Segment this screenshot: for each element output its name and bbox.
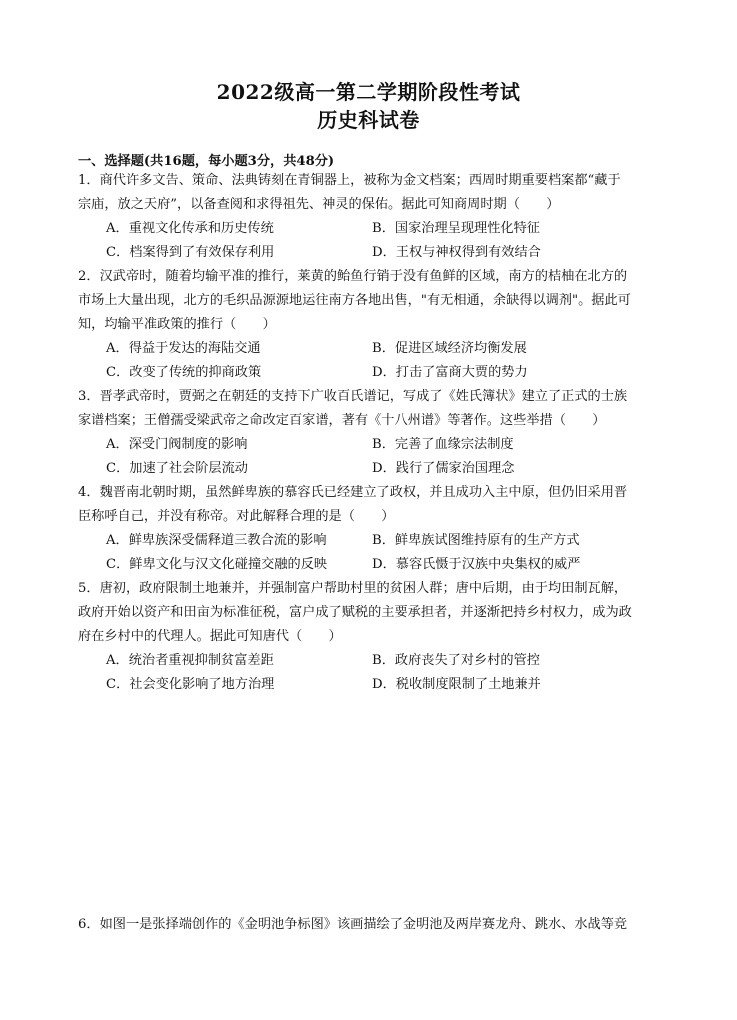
q2-option-a: A．得益于发达的海陆交通 — [106, 341, 261, 356]
q3-option-b: B．完善了血缘宗法制度 — [372, 437, 514, 452]
q4-option-a: A．鲜卑族深受儒释道三教合流的影响 — [106, 533, 327, 548]
q4-option-b: B．鲜卑族试图维持原有的生产方式 — [372, 533, 580, 548]
q5-line-1: 5．唐初，政府限制土地兼并，并强制富户帮助村里的贫困人群；唐中后期，由于均田制瓦解， — [78, 581, 628, 596]
q1-line-1: 1．商代许多文告、策命、法典铸刻在青铜器上，被称为金文档案；西周时期重要档案都“藏于 — [78, 173, 621, 188]
q3-option-a: A．深受门阀制度的影响 — [106, 437, 248, 452]
q3-line-1: 3．晋孝武帝时，贾弼之在朝廷的支持下广收百氏谱记，写成了《姓氏簿状》建立了正式的士族 — [78, 389, 628, 404]
q2-option-b: B．促进区域经济均衡发展 — [372, 341, 527, 356]
q6-line-1: 6．如图一是张择端创作的《金明池争标图》该画描绘了金明池及两岸赛龙舟、跳水、水战等竞 — [78, 917, 628, 932]
q1-option-b: B．国家治理呈现理性化特征 — [372, 221, 540, 236]
q2-option-d: D．打击了富商大贾的势力 — [372, 365, 528, 380]
q5-option-d: D．税收制度限制了土地兼并 — [372, 677, 541, 692]
q1-option-a: A．重视文化传承和历史传统 — [106, 221, 274, 236]
q4-line-1: 4．魏晋南北朝时期，虽然鲜卑族的慕容氏已经建立了政权，并且成功入主中原，但仍旧采用晋 — [78, 485, 628, 500]
q2-line-1: 2．汉武帝时，随着均输平准的推行，莱黄的鲐鱼行销于没有鱼鲜的区域，南方的桔柚在北方的 — [78, 269, 628, 284]
q2-line-2: 市场上大量出现，北方的毛织品源源地运往南方各地出售，"有无相通，余缺得以调剂"。据此可 — [78, 293, 631, 308]
exam-title: 2022级高一第二学期阶段性考试 — [216, 80, 521, 104]
q4-line-2: 臣称呼自己，并没有称帝。对此解释合理的是（ ） — [78, 509, 395, 524]
q5-option-a: A．统治者重视抑制贫富差距 — [106, 653, 274, 668]
q5-line-2: 政府开始以资产和田亩为标准征税，富户成了赋税的主要承担者，并逐渐把持乡村权力，成为政 — [78, 605, 632, 620]
q1-option-d: D．王权与神权得到有效结合 — [372, 245, 541, 260]
section-heading: 一、选择题(共16题，每小题3分，共48分) — [78, 154, 335, 169]
q2-option-c: C．改变了传统的抑商政策 — [106, 365, 262, 380]
q5-line-3: 府在乡村中的代理人。据此可知唐代（ ） — [78, 629, 342, 644]
q1-line-2: 宗庙，放之天府”，以备查阅和求得祖先、神灵的保佑。据此可知商周时期（ ） — [78, 197, 560, 212]
q3-line-2: 家谱档案；王僧孺受梁武帝之命改定百家谱，著有《十八州谱》等著作。这些举措（ ） — [78, 413, 606, 428]
q4-option-d: D．慕容氏慑于汉族中央集权的威严 — [372, 557, 581, 572]
q5-option-b: B．政府丧失了对乡村的管控 — [372, 653, 540, 668]
exam-subtitle: 历史科试卷 — [317, 108, 420, 132]
q1-option-c: C．档案得到了有效保存利用 — [106, 245, 275, 260]
q4-option-c: C．鲜卑文化与汉文化碰撞交融的反映 — [106, 557, 328, 572]
q3-option-d: D．践行了儒家治国理念 — [372, 461, 515, 476]
q5-option-c: C．社会变化影响了地方治理 — [106, 677, 275, 692]
q3-option-c: C．加速了社会阶层流动 — [106, 461, 248, 476]
q2-line-3: 知，均输平准政策的推行（ ） — [78, 317, 276, 332]
